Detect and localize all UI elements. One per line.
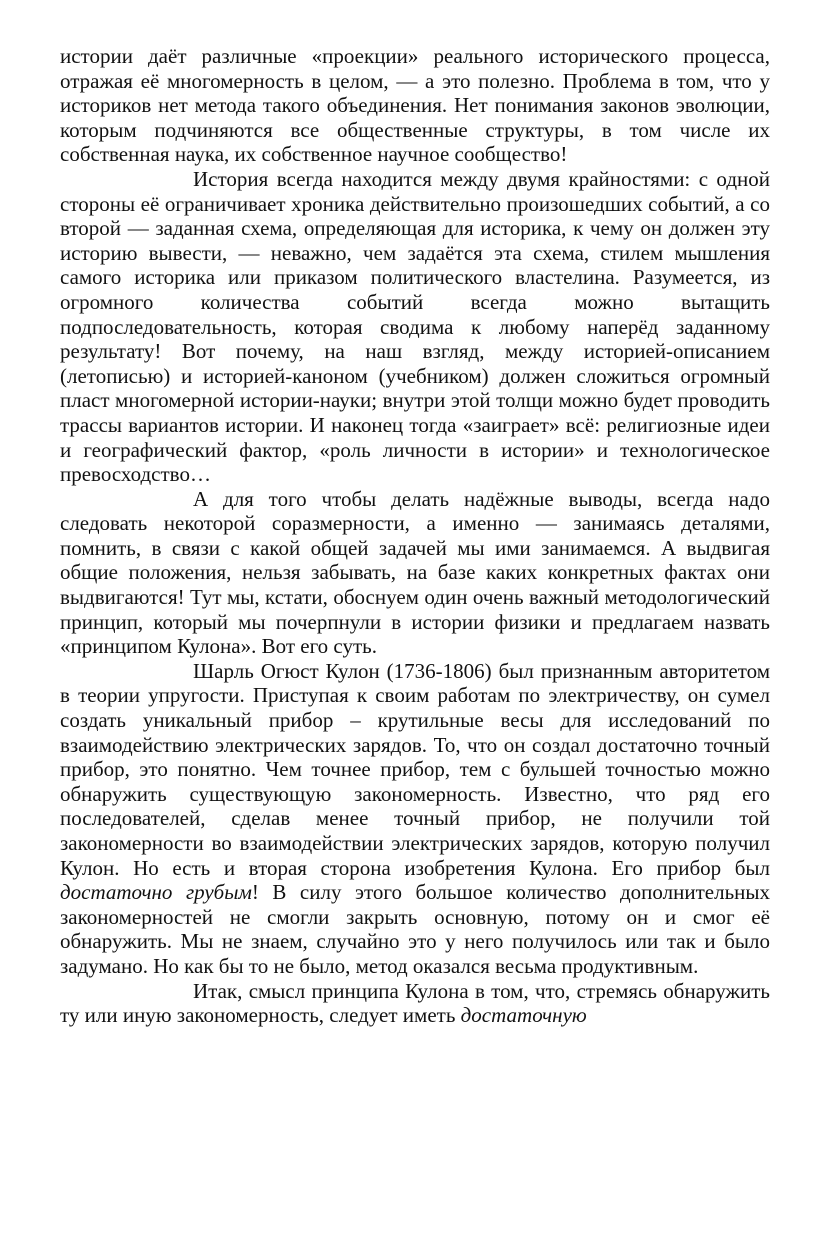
paragraph-5 [60,979,770,1028]
paragraph-text: истории даёт различные «проекции» реального исторического процесса, отражая её многомерность в целом, — а это полезно. Проблема в том, что у историков нет метода такого объединения. Нет понимания законов эволюции, которым подчиняются все общественные структуры, в том числе их собственная наука, их собственное научное сообщество! [60,44,770,167]
italic-emphasis: достаточно грубым [60,880,252,905]
paragraph-2 [60,167,770,487]
paragraph-4 [60,659,770,979]
paragraph-3 [60,487,770,659]
paragraph-text: А для того чтобы делать надёжные выводы, всегда надо следовать некоторой соразмерности, а именно — занимаясь деталями, помнить, в связи с какой общей задачей мы ими занимаемся. А выдвигая общие положения, нельзя забывать, на базе каких конкретных фактах они выдвигаются! Тут мы, кстати, обоснуем один очень важный методологический принцип, который мы почерпнули в истории физики и предлагаем назвать «принципом Кулона». Вот его суть. [60,486,770,659]
paragraph-1 [60,44,770,167]
paragraph-text: Итак, смысл принципа Кулона в том, что, стремясь обнаружить ту или иную закономерность, следует иметь [60,978,770,1028]
document-page [60,44,770,1028]
paragraph-text: История всегда находится между двумя крайностями: с одной стороны её ограничивает хроника действительно произошедших событий, а со второй — заданная схема, определяющая для историка, к чему он должен эту историю вывести, — неважно, чем задаётся эта схема, стилем мышления самого историка или приказом политического властелина. Разумеется, из огромного количества событий всегда можно вытащить подпоследовательность, которая сводима к любому наперёд заданному результату! Вот почему, на наш взгляд, между историей-описанием (летописью) и историей-каноном (учебником) должен сложиться огромный пласт многомерной истории-науки; внутри этой толщи можно будет проводить трассы вариантов истории. И наконец тогда «заиграет» всё: религиозные идеи и географический фактор, «роль личности в истории» и технологическое превосходство… [60,166,770,487]
paragraph-text: ! В силу этого большое количество дополнительных закономерностей не смогли закрыть основную, потому он и смог её обнаружить. Мы не знаем, случайно это у него получилось или так и было задумано. Но как бы то не было, метод оказался весьма продуктивным. [60,880,770,978]
paragraph-text: Шарль Огюст Кулон (1736-1806) был признанным авторитетом в теории упругости. Приступая к своим работам по электричеству, он сумел создать уникальный прибор – крутильные весы для исследований по взаимодействию электрических зарядов. То, что он создал достаточно точный прибор, это понятно. Чем точнее прибор, тем с бульшей точностью можно обнаружить существующую закономерность. Известно, что ряд его последователей, сделав менее точный прибор, не получили той закономерности во взаимодействии электрических зарядов, которую получил Кулон. Но есть и вторая сторона изобретения Кулона. Его прибор был [60,658,770,880]
italic-emphasis: достаточную [460,1003,587,1028]
